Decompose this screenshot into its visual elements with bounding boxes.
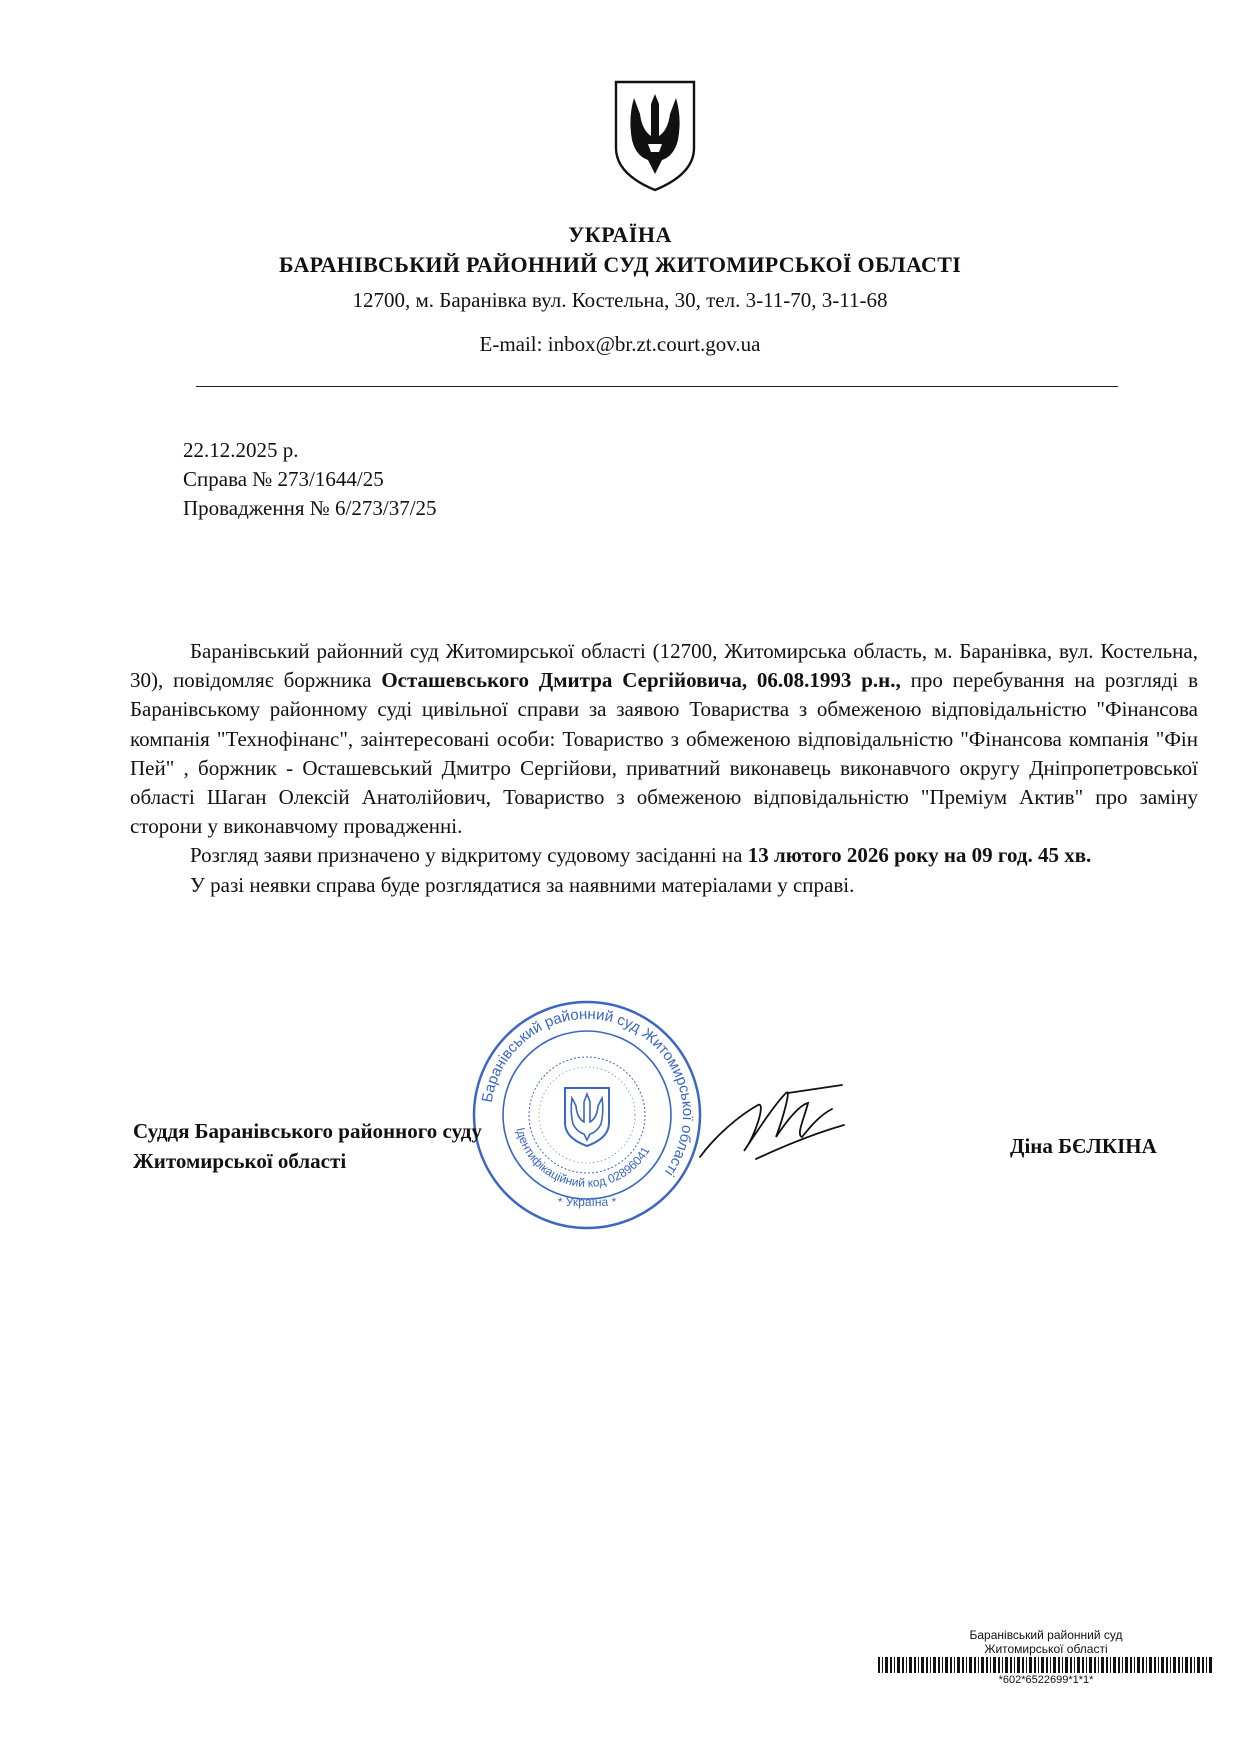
judge-title: Суддя Баранівського районного суду Житомирської області [133, 1119, 482, 1173]
document-meta [183, 436, 437, 523]
country-title: УКРАЇНА [568, 222, 672, 247]
hearing-datetime: 13 лютого 2026 року на 09 год. 45 хв. [747, 843, 1092, 868]
court-email: E-mail: inbox@br.zt.court.gov.ua [479, 332, 761, 356]
court-stamp [470, 998, 704, 1232]
case-number: Справа № 273/1644/25 [183, 467, 384, 491]
judge-name: Діна БЄЛКІНА [1010, 1134, 1157, 1158]
hearing-paragraph: Розгляд заяви призначено у відкритому судовому засіданні на 13 лютого 2026 року на 09 год. 45 хв. [190, 843, 1092, 868]
stamp-inner-text: Ідентифікаційний код 02896041 [513, 1126, 653, 1191]
header-divider [196, 386, 1118, 387]
notice-body [130, 637, 1198, 900]
footer-court-line1: Баранівський районний суд [969, 1628, 1123, 1642]
proceeding-number: Провадження № 6/273/37/25 [183, 496, 437, 520]
absence-paragraph: У разі неявки справа буде розглядатися за наявними матеріалами у справі. [190, 872, 855, 897]
barcode-number: *602*6522699*1*1* [998, 1674, 1094, 1686]
footer-court-line2: Житомирської області [984, 1642, 1108, 1656]
court-name: БАРАНІВСЬКИЙ РАЙОННИЙ СУД ЖИТОМИРСЬКОЇ ОБЛАСТІ [278, 252, 962, 277]
handwritten-signature [696, 1075, 846, 1175]
coat-of-arms-icon [612, 78, 698, 194]
barcode-footer [878, 1628, 1214, 1686]
notice-paragraph: Баранівський районний суд Житомирської області (12700, Житомирська область, м. Баранівка, вул. Костельна, 30), повідомляє боржника Осташевського Дмитра Сергійовича, 06.08.1993 р.н., про перебування на розгляді в Баранівському районному суді цивільної справи за заявою Товариства з обмеженою відповідальністю "Фінансова компанія "Технофінанс", заінтересовані особи: Товариство з обмеженою відповідальністю "Фінансова компанія "Фін Пей" , боржник - Осташевський Дмитро Сергійови, приватний виконавець виконавчого округу Дніпропетровської області Шаган Олексій Анатолійович, Товариство з обмеженою відповідальністю "Преміум Актив" про заміну сторони у виконавчому провадженні. [130, 639, 1198, 839]
stamp-outer-text: Баранівський районний суд Житомирської області [478, 1005, 697, 1180]
debtor-name: Осташевського Дмитра Сергійовича, 06.08.1993 р.н., [381, 668, 901, 693]
stamp-bottom-text: * Україна * [557, 1195, 617, 1209]
barcode [878, 1657, 1214, 1673]
document-date: 22.12.2025 р. [183, 438, 299, 462]
court-address: 12700, м. Баранівка вул. Костельна, 30, тел. 3-11-70, 3-11-68 [352, 288, 888, 312]
